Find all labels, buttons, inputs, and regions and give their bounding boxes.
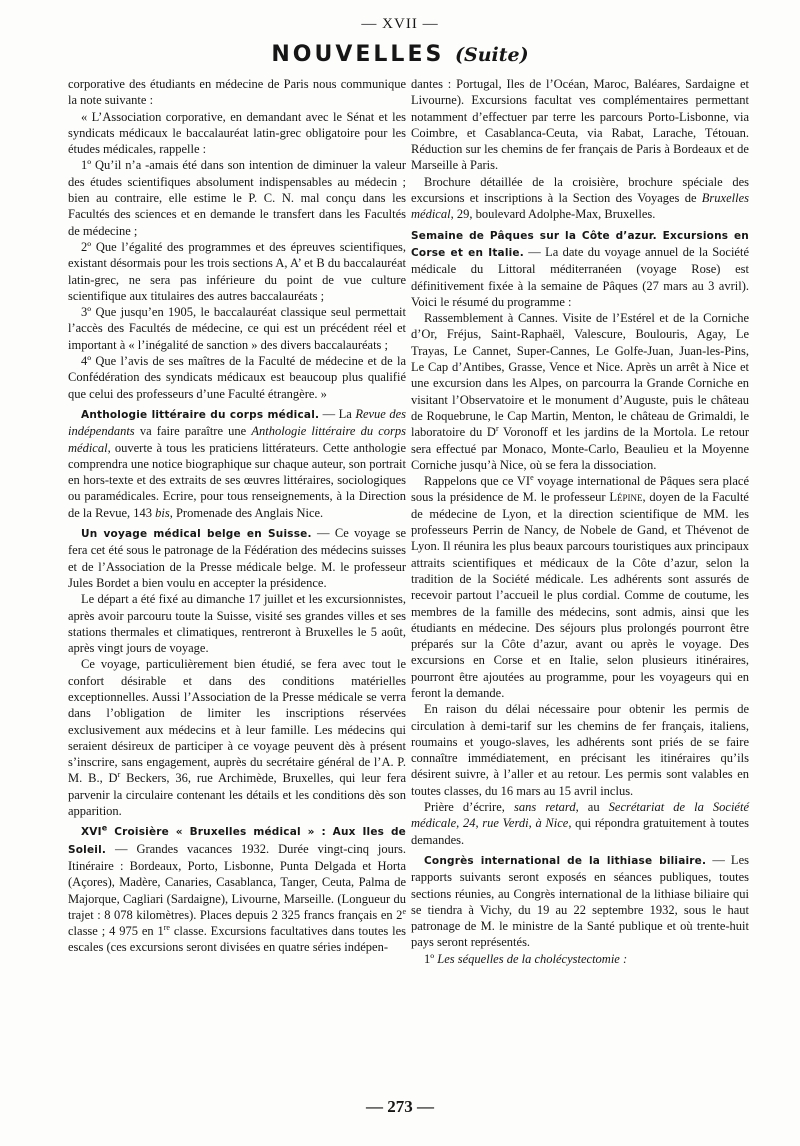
text: classe ; 4 975 en 1	[68, 924, 164, 939]
text: — Ce voyage se fera cet été sous le patronage de la Fédération des médecins suisses et de l’Association de la Presse médicale belge. M. le professeur Jules Bordet a bien voulu en accepter la présidence.	[68, 526, 406, 590]
superscript: r	[495, 424, 499, 434]
paragraph: « L’Association corporative, en demandant avec le Sénat et les syndicats médicaux le baccalauréat latin-grec obligatoire pour les études médicales, rappelle :	[68, 109, 406, 157]
superscript: e	[101, 823, 108, 833]
easter-paragraph	[411, 227, 749, 310]
small-caps-name: Lépine	[609, 490, 643, 505]
text: , doyen de la Faculté de médecine de Lyon, et la direction scientifique de MM. les professeurs Perrin de Nancy, de Nobele de Gand, et Thévenot de Lyon. Il réunira les plus beaux parcours touristiques aux principaux attraits scientifiques et médicaux de la Côte d’azur, selon la tradition de la Société médicale. Les adhérents sont assurés de recevoir partout l’accueil le plus cordial. Comme de coutume, les membres de la famille des médecins, sont admis, ainsi que les étudiants en médecine. Des séjours plus prolongés pourront être préparés sur la Côte d’azur, avant ou après le voyage. Des excursions en Corse et en Italie, selon plusieurs itinéraires, pourront être ajoutées au programme, pour les voyageurs qui en feront la demande.	[411, 490, 749, 700]
text: voyage international de Pâques sera placé sous la présidence de M. le professeur	[411, 474, 749, 505]
superscript: e	[530, 472, 534, 482]
left-column	[68, 76, 406, 956]
italic-text: Anthologie littéraire du corps médical	[68, 424, 407, 455]
italic-text: bis	[155, 505, 170, 520]
superscript: e	[402, 906, 406, 916]
paragraph: Le départ a été fixé au dimanche 17 juillet et les excursionnistes, après avoir parcouru toute la Suisse, visité ses grandes villes et ses stations thermales et climatiques, rentreront à Bruxelles le 5 août, après vingt jours de voyage.	[68, 592, 406, 656]
paragraph	[411, 310, 749, 473]
superscript: r	[117, 770, 121, 780]
text: — Grandes vacances 1932. Durée vingt-cinq jours. Itinéraire : Bordeaux, Porto, Lisbonne, Punta Delgada et Horta (Açores), Madère, Canaries, Casablanca, Tanger, Ceuta, Palma de Majorque, Cagliari (Sardaigne), Livourne, Marseille. (Longueur du trajet : 8 078 kilomètres). Places depuis 2 325 francs français en 2	[68, 841, 406, 922]
voyage-paragraph	[68, 525, 406, 591]
text: classe. Excursions facultatives dans toutes les escales (ces excursions seront divisées en quatre séries indépen-	[68, 924, 406, 955]
text: Beckers, 36, rue Archimède, Bruxelles, qui leur fera parvenir la circulaire contenant les détails et les conditions dès son apparition.	[68, 771, 406, 819]
text: , ouverte à tous les praticiens littérateurs. Cette anthologie comprendra une notice biographique sur chaque auteur, son portrait en hors-texte et des extraits de ses œuvres littéraires, sociologiques ou paramédicales. Ecrire, pour tous renseignements, à la Direction de la Revue, 143	[68, 440, 406, 520]
paragraph: 4º Que l’avis de ses maîtres de la Faculté de médecine et de la Confédération des syndicats médicaux est beaucoup plus qualifié que celui des professeurs d’une Faculté étrangère. »	[68, 354, 406, 401]
text: Croisière « Bruxelles médical » : Aux Iles de Soleil.	[68, 826, 406, 856]
text: , Promenade des Anglais Nice.	[169, 505, 324, 520]
italic-text: Les séquelles de la cholécystectomie :	[437, 951, 628, 966]
paragraph	[411, 174, 749, 223]
paragraph: corporative des étudiants en médecine de Paris nous communique la note suivante :	[68, 77, 406, 108]
roman-page-number: — XVII —	[361, 16, 439, 32]
right-column	[411, 76, 749, 967]
heading-main: NOUVELLES	[271, 42, 445, 67]
text: — La	[319, 406, 356, 421]
text: Brochure détaillée de la croisière, brochure spéciale des excursions et inscriptions à la Section des Voyages de	[411, 174, 749, 206]
text: Voronoff et les jardins de la Mortola. Le retour sera effectué par Monaco, Monte-Carlo, Beaulieu et la Moyenne Corniche jusqu’à Nice, où se fera la dissociation.	[411, 425, 750, 472]
italic-text: Revue des indépendants	[68, 406, 407, 439]
text: , 29, boulevard Adolphe-Max, Bruxelles.	[450, 207, 656, 222]
superscript: re	[163, 922, 170, 932]
paragraph: dantes : Portugal, Iles de l’Océan, Maroc, Baléares, Sardaigne et Livourne). Excursions facultat ves complémentaires permettant notamment d’effectuer par terre les parcours Porto-Lisbonne, via Coimbre, et Casablanca-Ceuta, via Rabat, Larache, Tétouan. Réduction sur les chemins de fer français de Paris à Bordeaux et de Marseille à Paris.	[411, 77, 749, 173]
italic-text: Secrétariat de la Société médicale, 24, rue Verdi, à Nice	[411, 800, 750, 831]
paragraph: 1º Qu’il n’a -amais été dans son intention de diminuer la valeur des études scientifiques absolument indispensables au médecin ; bien au contraire, elle estime le P. C. N. mal conçu dans les Facultés des sciences et en demande le transfert dans les Facultés de médecine ;	[68, 158, 406, 238]
paragraph	[411, 473, 749, 701]
text: Rappelons que ce VI	[424, 474, 531, 489]
text: — Les rapports suivants seront exposés en séances publiques, toutes sections réunies, au Congrès international de la lithiase biliaire qui se tiendra à Vichy, du 19 au 22 septembre 1932, sous le haut patronage de M. le ministre de la Santé publique et où trente-huit pays seront représentés.	[411, 852, 749, 950]
paragraph: 3º Que jusqu’en 1905, le baccalauréat classique seul permettait l’accès des Facultés de médecine, ce qui est un précédent réel et important à « l’inégalité de sanction » des divers baccalauréats ;	[68, 305, 406, 352]
text: Prière d’écrire,	[424, 800, 514, 815]
list-item	[411, 951, 749, 967]
paragraph	[411, 799, 749, 848]
text: — La date du voyage annuel de la Société médicale du Littoral méditerranéen (voyage Rose) est définitivement fixée à la semaine de Pâques (27 mars au 3 avril). Voici le résumé du programme :	[411, 244, 750, 309]
italic-text: Bruxelles médical	[411, 191, 749, 222]
italic-text: sans retard	[513, 800, 576, 815]
page-number: — 273 —	[366, 1097, 434, 1116]
text: Rassemblement à Cannes. Visite de l’Estérel et de la Corniche d’Or, Fréjus, Saint-Raphaël, Valescure, Boulouris, Agay, Le Trayas, Le Cannet, Super-Cannes, Le Golfe-Juan, Juan-les-Pins, Le Cap d’Antibes, Grasse, Vence et Nice. Après un arrêt à Nice et une excursion dans les Alpes, on parcourra la Grande Corniche en visitant l’Observatoire et le monument d’Auguste, puis le château de Roquebrune, le Cap Martin, Menton, le château de Grimaldi, le laboratoire du D	[411, 311, 749, 440]
paragraph	[68, 656, 406, 819]
section-heading	[0, 42, 800, 67]
text: Ce voyage, particulièrement bien étudié, se fera avec tout le confort désirable et dans des conditions matérielles exceptionnelles. Aussi l’Association de la Presse médicale se verra dans l’obligation de limiter les inscriptions réservées exclusivement aux médecins et à leur famille. Les médecins qui seraient désireux de participer à ce voyage peuvent dès à présent s’inscrire, sans engagement, auprès du secrétaire général de l’A. P. M. B., D	[68, 657, 406, 786]
run-in-title: Anthologie littéraire du corps médical.	[81, 408, 320, 421]
text: , qui répondra gratuitement à toutes demandes.	[411, 816, 749, 847]
run-in-title: Semaine de Pâques sur la Côte d’azur. Excursions en Corse et en Italie.	[411, 229, 749, 259]
congress-paragraph	[411, 852, 749, 951]
text: 1º	[424, 951, 438, 966]
text: va faire paraître une	[134, 424, 252, 439]
paragraph: En raison du délai nécessaire pour obtenir les permis de circulation à demi-tarif sur les chemins de fer français, italiens, roumains et yougo-slaves, les adhérents sont priés de se faire connaître immédiatement, en précisant les itinéraires qu’ils désirent suivre, à l’aller et au retour. Les permis sont valables en toutes classes, du 16 mars au 15 avril inclus.	[411, 702, 749, 798]
anthology-paragraph	[68, 406, 406, 521]
run-in-title: Un voyage médical belge en Suisse.	[81, 528, 312, 541]
text: , au	[575, 800, 609, 815]
heading-suite: (Suite)	[455, 44, 529, 66]
run-in-title: Congrès international de la lithiase biliaire.	[424, 854, 707, 867]
cruise-paragraph	[68, 823, 406, 955]
text: XVI	[81, 826, 102, 839]
paragraph: 2º Que l’égalité des programmes et des épreuves scientifiques, existant désormais pour les trois sections A, A’ et B du baccalauréat latin-grec, ne sera pas inférieure du point de vue culture scientifique aux titulaires des autres baccalauréats ;	[68, 239, 406, 303]
